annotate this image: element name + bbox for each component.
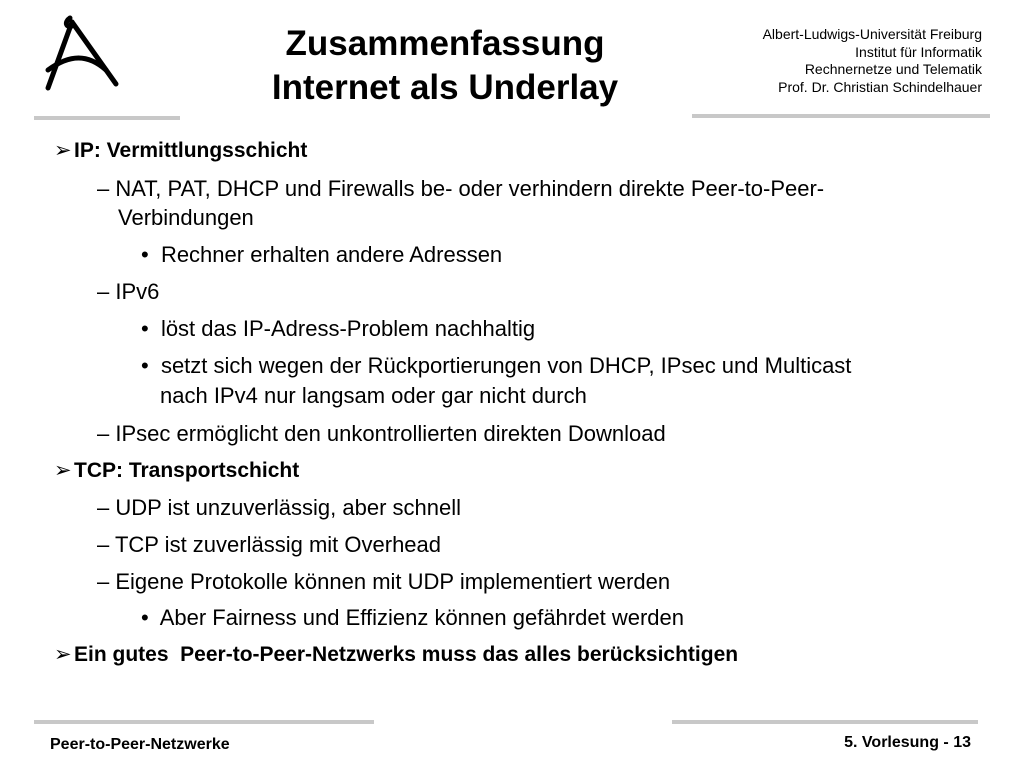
institution-line: Rechnernetze und Telematik — [804, 61, 982, 77]
arrow-bullet-icon: ➢ — [54, 139, 72, 162]
slide-title — [200, 22, 690, 110]
footer-rule-right — [672, 720, 978, 724]
bullet-level-1: ➢ Ein gutes Peer-to-Peer-Netzwerks muss das alles berücksichtigen — [54, 641, 738, 669]
bullet-continuation: nach IPv4 nur langsam oder gar nicht durch — [160, 383, 587, 408]
institution-block — [763, 26, 982, 96]
arrow-bullet-icon: ➢ — [54, 459, 72, 482]
institution-line: Institut für Informatik — [855, 43, 982, 60]
arrow-bullet-icon: ➢ — [54, 643, 72, 666]
institution-line: Albert-Ludwigs-Universität Freiburg — [762, 26, 982, 42]
dot-bullet-icon: • — [141, 605, 149, 630]
bullet-level-1: ➢ TCP: Transportschicht — [54, 457, 299, 485]
dash-bullet-icon: – — [97, 532, 110, 557]
header-rule-left — [34, 116, 180, 120]
footer-rule-left — [34, 720, 374, 724]
bullet-level-2: – Eigene Protokolle können mit UDP implementiert werden — [97, 569, 671, 594]
title-line-1: Zusammenfassung — [285, 24, 605, 63]
bullet-level-3: • setzt sich wegen der Rückportierungen von DHCP, IPsec und Multicast — [141, 353, 852, 378]
bullet-level-2: – IPv6 — [97, 279, 160, 304]
bullet-level-2: – TCP ist zuverlässig mit Overhead — [97, 532, 442, 557]
dash-bullet-icon: – — [97, 495, 110, 520]
university-logo-icon — [40, 14, 122, 96]
bullet-continuation: Verbindungen — [118, 205, 254, 230]
dash-bullet-icon: – — [97, 421, 110, 446]
dot-bullet-icon: • — [141, 242, 149, 267]
dot-bullet-icon: • — [141, 316, 149, 341]
bullet-level-1: ➢ IP: Vermittlungsschicht — [54, 137, 307, 165]
bullet-level-3: • Rechner erhalten andere Adressen — [141, 242, 503, 267]
dot-bullet-icon: • — [141, 353, 149, 378]
dash-bullet-icon: – — [97, 569, 110, 594]
bullet-level-3: • löst das IP-Adress-Problem nachhaltig — [141, 316, 536, 341]
footer-course-title: Peer-to-Peer-Netzwerke — [50, 736, 230, 753]
title-line-2: Internet als Underlay — [271, 68, 619, 107]
dash-bullet-icon: – — [97, 176, 110, 201]
bullet-level-2: – IPsec ermöglicht den unkontrollierten direkten Download — [97, 421, 666, 446]
footer-page-number: 5. Vorlesung - 13 — [844, 734, 971, 751]
bullet-level-3: • Aber Fairness und Effizienz können gefährdet werden — [141, 605, 684, 630]
bullet-level-2: – NAT, PAT, DHCP und Firewalls be- oder verhindern direkte Peer-to-Peer- — [97, 176, 825, 201]
header-rule-right — [692, 114, 990, 118]
dash-bullet-icon: – — [97, 279, 110, 304]
bullet-level-2: – UDP ist unzuverlässig, aber schnell — [97, 495, 462, 520]
institution-line: Prof. Dr. Christian Schindelhauer — [778, 78, 982, 95]
